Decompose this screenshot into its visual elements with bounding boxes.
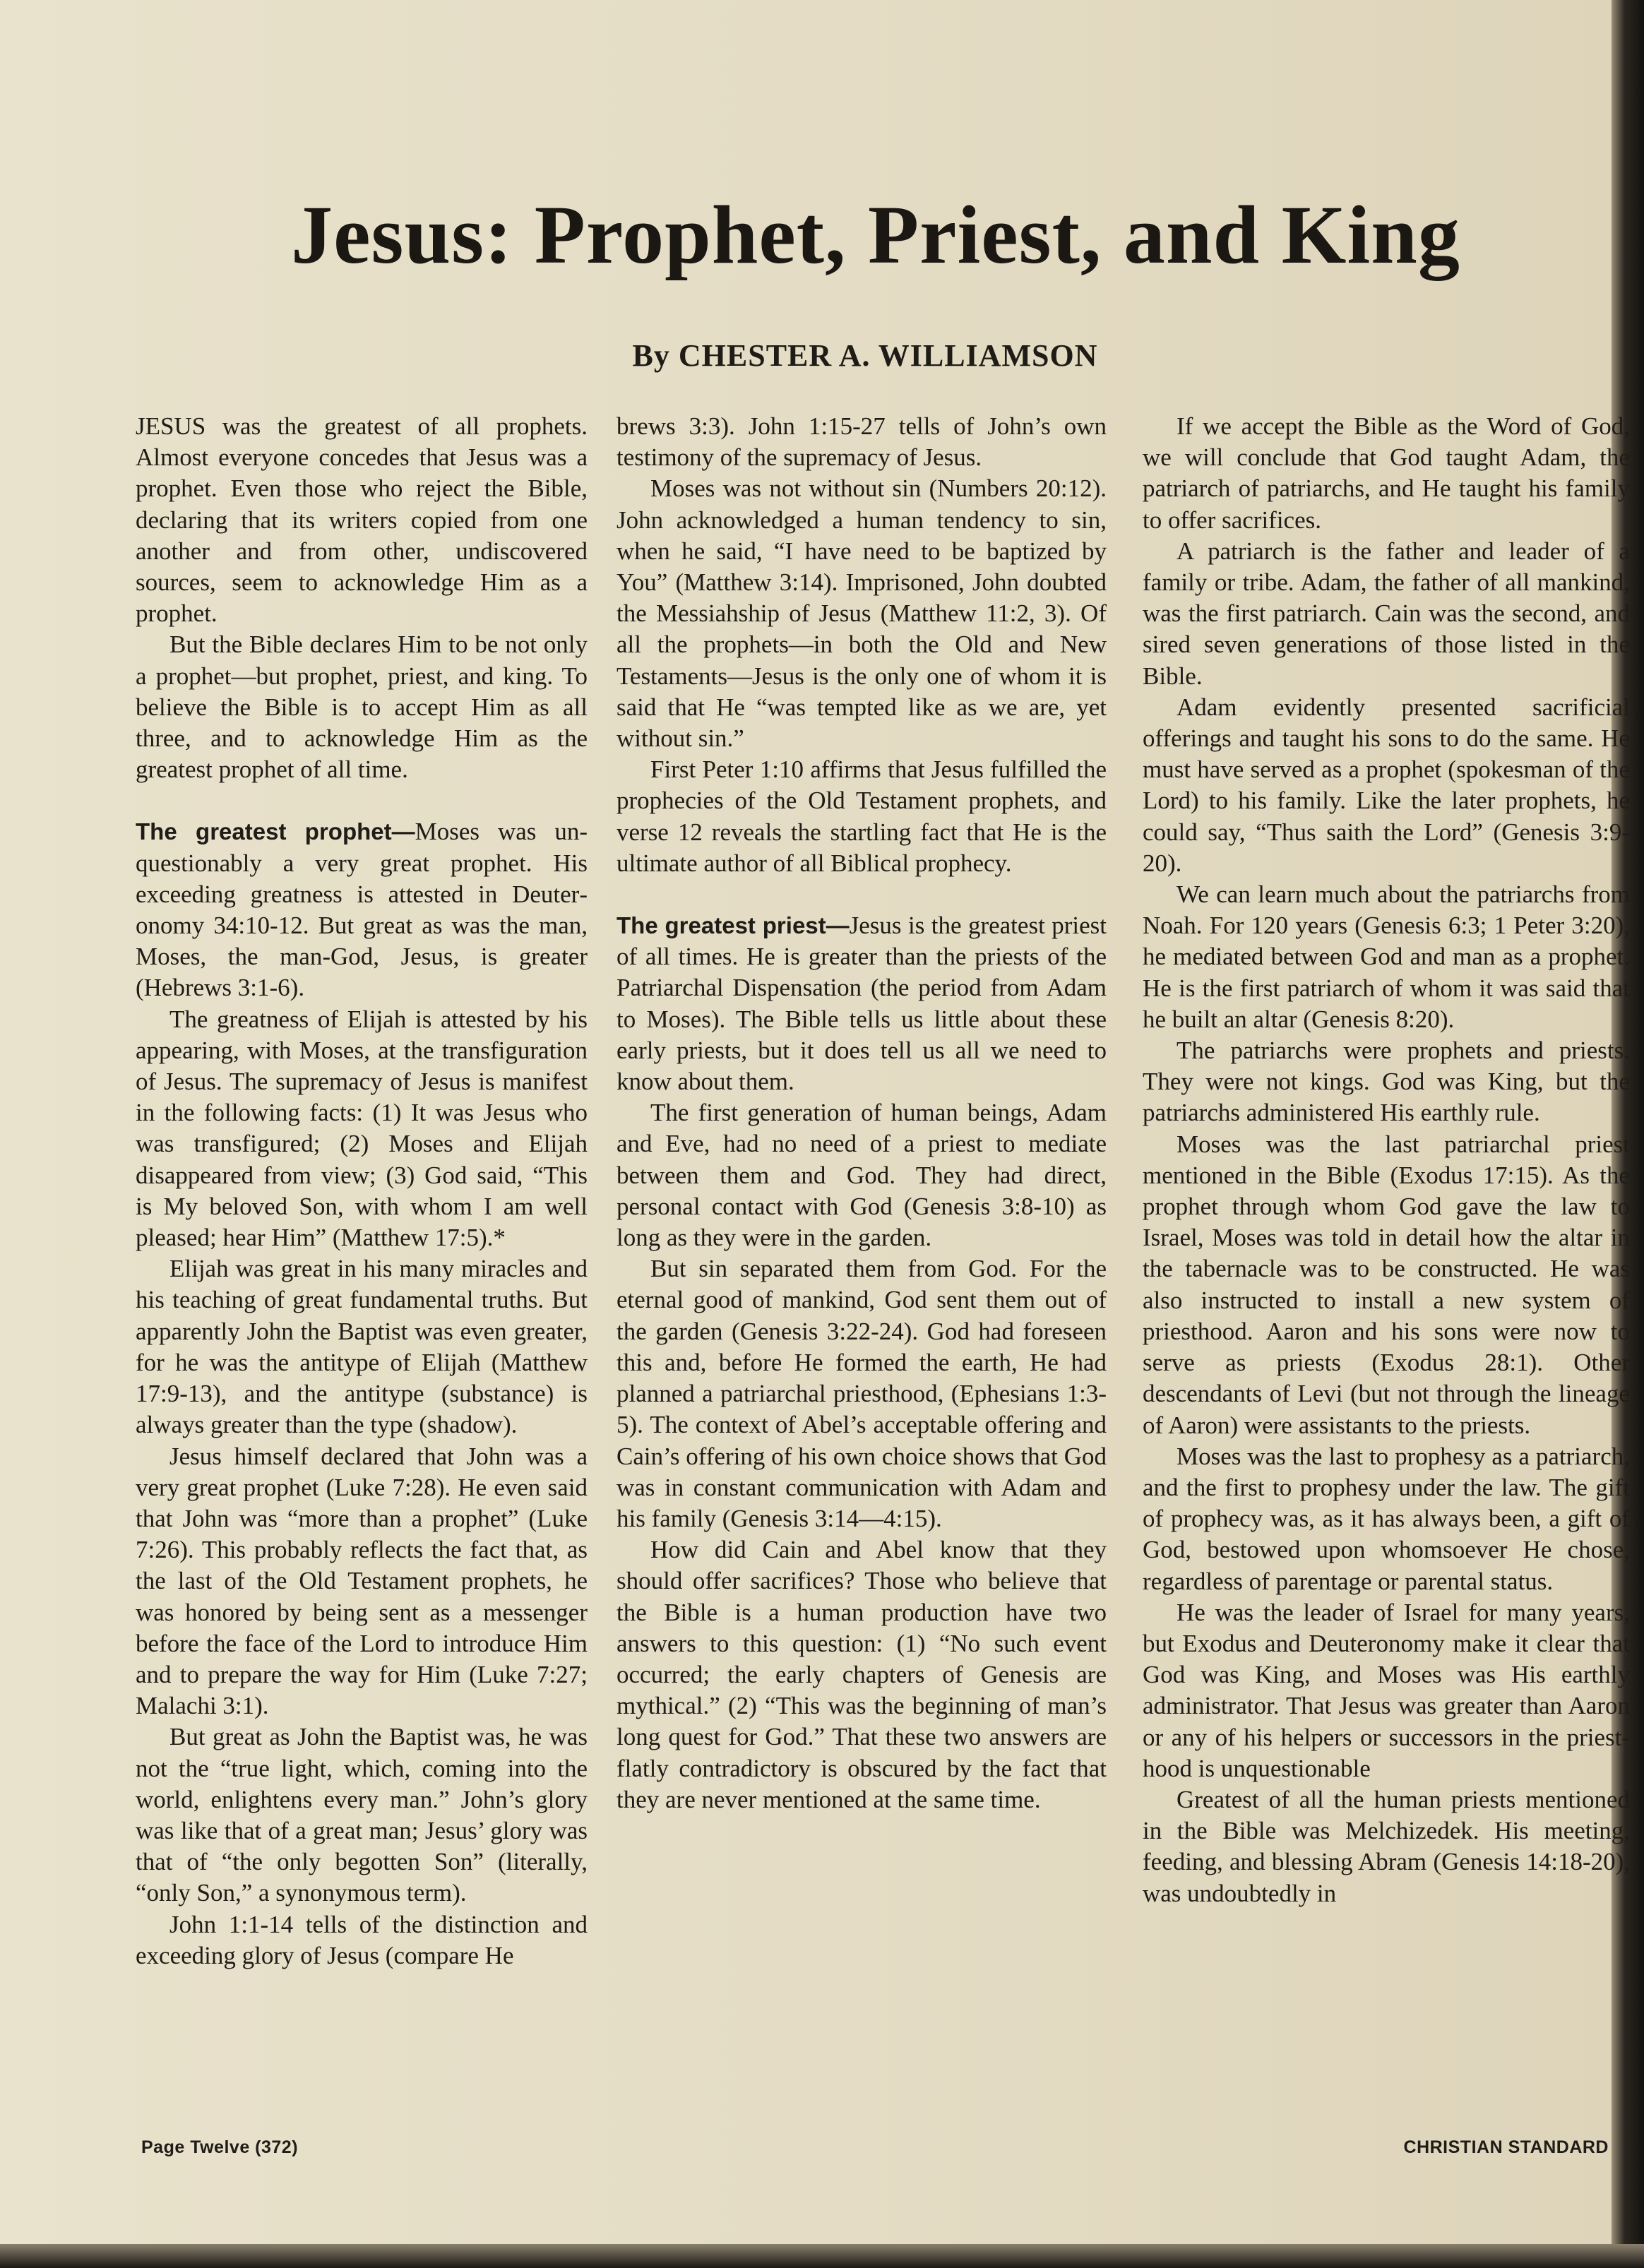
article-byline: By CHESTER A. WILLIAMSON — [632, 338, 1098, 373]
article-title: Jesus: Prophet, Priest, and King — [291, 189, 1460, 281]
paragraph: He was the leader of Israel for many years, but Exodus and Deuteronomy make it clear that God was King, and Moses was His earthly administrator. That Jesus was greater than Aaron or any of his helpers or successors in the priesthood is unquestionable — [1143, 1598, 1630, 1782]
paragraph: But sin separated them from God. For the eternal good of mankind, God sent them out of the garden (Genesis 3:22-24). God had foreseen this and, before He formed the earth, He had planned a patriarchal priesthood, (Ephesians 1:3-5). The context of Abel’s acceptable offering and Cain’s offering of his own choice shows that God was in constant communication with Adam and his family (Genesis 3:14—4:15). — [616, 1255, 1107, 1532]
paragraph: John 1:1-14 tells of the distinction and exceeding glory of Jesus (compare He — [136, 1910, 588, 1969]
section-text: Moses was unquestionably a very great prophet. His exceeding greatness is attested in Deuteronomy 34:10-12. But great as was the man, Moses, the man-God, Jesus, is greater (Hebrews 3:1-6). — [136, 818, 588, 1002]
paragraph: Jesus himself declared that John was a very great prophet (Luke 7:28). He even said that John was “more than a prophet” (Luke 7:26). This probably reflects the fact that, as the last of the Old Testament prophets, he was honored by being sent as a messenger before the face of the Lord to introduce Him and to prepare the way for Him (Luke 7:27; Malachi 3:1). — [136, 1442, 588, 1720]
column-1 — [136, 411, 588, 1971]
paragraph: The first generation of human beings, Adam and Eve, had no need of a priest to mediate between them and God. They had direct, personal contact with God (Genesis 3:8-10) as long as they were in the garden. — [616, 1099, 1107, 1252]
page-number-footer: Page Twelve (372) — [141, 2137, 299, 2157]
paragraph: But the Bible declares Him to be not only a prophet—but prophet, priest, and king. To believe the Bible is to accept Him as all three, and to acknowledge Him as the greatest prophet of all time. — [136, 631, 588, 784]
paragraph: We can learn much about the patriarchs from Noah. For 120 years (Genesis 6:3; 1 Peter 3:20), he mediated between God and man as a prophet. He is the first patriarch of whom it was said that he built an altar (Genesis 8:20). — [1143, 881, 1630, 1033]
paragraph: If we accept the Bible as the Word of God, we will conclude that God taught Adam, the patriarch of patriarchs, and He taught his family to offer sacrifices. — [1143, 412, 1630, 534]
section-paragraph — [136, 816, 588, 1003]
paragraph: Adam evidently presented sacrificial offerings and taught his sons to do the same. He must have served as a prophet (spokesman of the Lord) to his family. Like the later prophets, he could say, “Thus saith the Lord” (Genesis 3:9-20). — [1143, 693, 1630, 877]
section-heading-prophet: The greatest prophet— — [136, 818, 415, 845]
page-bottom-shadow — [0, 2244, 1644, 2268]
paragraph: Greatest of all the human priests mentioned in the Bible was Melchizedek. His meeting, feeding, and blessing Abram (Genesis 14:18-20), was undoubtedly in — [1143, 1785, 1630, 1907]
paragraph: A patriarch is the father and leader of a family or tribe. Adam, the father of all mankind, was the first patriarch. Cain was the second, and sired seven generations of those listed in the Bible. — [1143, 537, 1630, 690]
paragraph: Moses was the last patriarchal priest mentioned in the Bible (Exodus 17:15). As the prophet through whom God gave the law to Israel, Moses was told in detail how the altar in the tabernacle was to be constructed. He was also instructed to install a new system of priesthood. Aaron and his sons were now to serve as priests (Exodus 28:1). Other descendants of Levi (but not through the lineage of Aaron) were assistants to the priests. — [1143, 1130, 1630, 1439]
paragraph: Elijah was great in his many miracles and his teaching of great fundamental truths. But apparently John the Baptist was even greater, for he was the antitype of Elijah (Matthew 17:9-13), and the antitype (substance) is always greater than the type (shadow). — [136, 1255, 588, 1439]
section-text: Jesus is the greatest priest of all times. He is greater than the priests of the Patriarchal Dispensation (the period from Adam to Moses). The Bible tells us little about these early priests, but it does tell us all we need to know about them. — [616, 912, 1107, 1096]
paragraph: The greatness of Elijah is attested by his appearing, with Moses, at the transfiguration of Jesus. The supremacy of Jesus is manifest in the following facts: (1) It was Jesus who was transfigured; (2) Moses and Elijah disappeared from view; (3) God said, “This is My beloved Son, with whom I am well pleased; hear Him” (Matthew 17:5).* — [136, 1005, 588, 1252]
column-3 — [1143, 411, 1630, 1909]
paragraph: JESUS was the greatest of all prophets. Almost everyone concedes that Jesus was a prophet. Even those who reject the Bible, declaring that its writers copied from one another and from other, undiscovered sources, seem to acknowledge Him as a prophet. — [136, 412, 588, 628]
publication-name-footer: CHRISTIAN STANDARD — [1403, 2137, 1609, 2157]
column-2 — [616, 411, 1107, 1815]
paragraph: Moses was not without sin (Numbers 20:12). John acknowledged a human tendency to sin, when he said, “I have need to be baptized by You” (Matthew 3:14). Imprisoned, John doubted the Messiahship of Jesus (Matthew 11:2, 3). Of all the prophets—in both the Old and New Testaments—Jesus is the only one of whom it is said that He “was tempted like as we are, yet without sin.” — [616, 475, 1107, 753]
paragraph: How did Cain and Abel know that they should offer sacrifices? Those who believe that the Bible is a human production have two answers to this question: (1) “No such event occurred; the early chapters of Genesis are mythical.” (2) “This was the beginning of man’s long quest for God.” That these two answers are flatly contradictory is obscured by the fact that they are never mentioned at the same time. — [616, 1536, 1107, 1813]
section-heading-priest: The greatest priest— — [616, 912, 850, 939]
paragraph: But great as John the Baptist was, he was not the “true light, which, coming into the world, enlightens every man.” John’s glory was like that of a great man; Jesus’ glory was that of “the only begotten Son” (literally, “only Son,” a synonymous term). — [136, 1723, 588, 1907]
section-paragraph — [616, 910, 1107, 1097]
paragraph: Moses was the last to prophesy as a patriarch, and the first to prophesy under the law. The gift of prophecy was, as it has always been, a gift of God, bestowed upon whomsoever He chose, regardless of parentage or parental status. — [1143, 1442, 1630, 1595]
paragraph: First Peter 1:10 affirms that Jesus fulfilled the prophecies of the Old Testament prophets, and verse 12 reveals the startling fact that He is the ultimate author of all Biblical prophecy. — [616, 756, 1107, 877]
paragraph: The patriarchs were prophets and priests. They were not kings. God was King, but the patriarchs administered His earthly rule. — [1143, 1037, 1630, 1127]
paragraph: brews 3:3). John 1:15-27 tells of John’s own testimony of the supremacy of Jesus. — [616, 412, 1107, 472]
